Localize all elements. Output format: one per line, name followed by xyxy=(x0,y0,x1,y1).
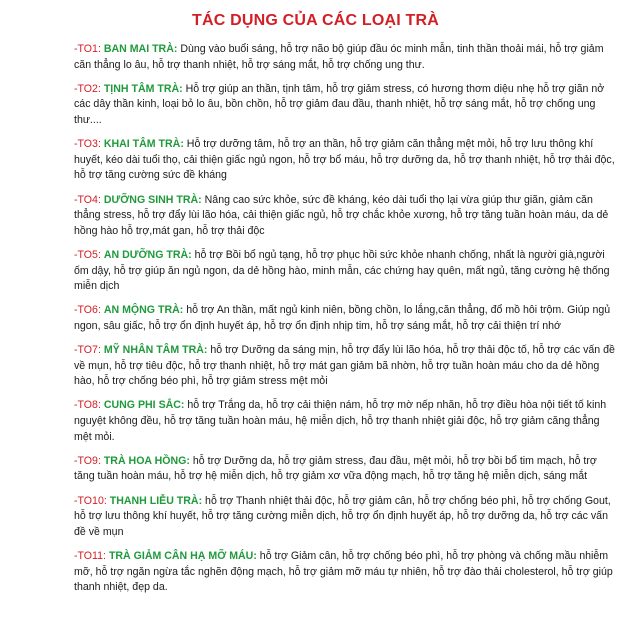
tea-item xyxy=(74,42,617,73)
tea-name: DƯỠNG SINH TRÀ: xyxy=(103,193,202,206)
tea-name: BAN MAI TRÀ: xyxy=(103,43,178,55)
tea-description: Dùng vào buổi sáng, hỗ trợ não bộ giúp đầu óc minh mẫn, tinh thần thoải mái, hỗ trợ giảm căn thẳng lo âu, hỗ trợ thanh nhiệt, hỗ trợ sáng mắt, hỗ trợ chống ung thư. xyxy=(74,43,604,71)
tea-name: AN DƯỠNG TRÀ: xyxy=(103,248,192,261)
tea-item xyxy=(74,494,617,541)
tea-description: hỗ trợ Bồi bổ ngủ tạng, hỗ trợ phục hồi sức khỏe nhanh chống, nhất là người già,người ốm dậy, hỗ trợ giúp ăn ngủ ngon, da dẻ hồng hào, minh mẫn, các chứng hay quên, mất ngủ, tăng cường hệ thống miễn dịch xyxy=(74,248,610,293)
tea-name: TRÀ HOA HỒNG: xyxy=(103,454,190,467)
tea-item xyxy=(74,303,617,334)
tea-description: hỗ trợ Trắng da, hỗ trợ cải thiện nám, hỗ trợ mờ nếp nhăn, hỗ trợ điều hòa nội tiết tố kinh nguyệt không đều, hỗ trợ tăng tuần hoàn máu, hệ miễn dịch, hỗ trợ thanh nhiệt giải độc, hỗ trợ giảm căng thẳng mệt mỏi. xyxy=(74,399,607,443)
tea-description: hỗ trợ An thần, mất ngủ kinh niên, bồng chồn, lo lắng,căn thẳng, đổ mồ hôi trộm. Giúp ngủ ngon, sâu giấc, hỗ trợ ổn định huyết áp, hỗ trợ ổn định nhịp tim, hỗ trợ sáng mắt, hỗ trợ cải thiện trí nhớ xyxy=(74,304,611,332)
tea-item xyxy=(74,193,617,240)
tea-code: -TO5: xyxy=(74,248,104,261)
tea-description: Nâng cao sức khỏe, sức đề kháng, kéo dài tuổi thọ lại vừa giúp thư giãn, giảm căn thẳng stress, hỗ trợ đẩy lùi lão hóa, cải thiện giấc ngủ, hỗ trợ chắc khỏe xương, hỗ trợ tăng tuần hoàn máu, da dẻ hồng hào hỗ trợ,mát gan, hỗ trợ thải độc xyxy=(74,193,609,237)
tea-code: -TO3: xyxy=(74,138,104,151)
tea-code: -TO6: xyxy=(74,304,104,317)
tea-name: TỊNH TÂM TRÀ: xyxy=(103,82,183,95)
tea-name: THANH LIỄU TRÀ: xyxy=(109,494,203,507)
tea-code: -TO8: xyxy=(74,399,104,412)
tea-code: -TO9: xyxy=(74,454,104,467)
tea-item xyxy=(74,248,617,295)
tea-item xyxy=(74,82,617,129)
tea-name: KHAI TÂM TRÀ: xyxy=(103,138,184,151)
tea-list xyxy=(74,42,617,596)
tea-code: -TO4: xyxy=(74,193,104,206)
tea-description: hỗ trợ Giảm cân, hỗ trợ chống béo phì, hỗ trợ phòng và chống mầu nhiễm mỡ, hỗ trợ ngăn ngừa tắc nghẽn động mạch, hỗ trợ giảm mỡ máu tự nhiên, hỗ trợ đào thải cholesterol, hỗ trợ giúp thanh nhiệt, đẹp da. xyxy=(74,549,613,594)
tea-description: Hỗ trợ dưỡng tâm, hỗ trợ an thần, hỗ trợ giảm căn thẳng mệt mỏi, hỗ trợ lưu thông khí huyết, kéo dài tuổi thọ, cải thiện giấc ngủ ngon, hỗ trợ bổ máu, hỗ trợ dưỡng da, hỗ trợ thanh nhiệt, hỗ trợ thải độc, hỗ trợ tăng cường sức đề kháng xyxy=(74,138,615,182)
tea-code: -TO7: xyxy=(74,344,104,357)
tea-code: -TO11: xyxy=(74,549,109,562)
tea-name: MỸ NHÂN TÂM TRÀ: xyxy=(103,344,208,357)
tea-name: AN MỘNG TRÀ: xyxy=(103,304,184,317)
tea-code: -TO10: xyxy=(74,494,110,507)
tea-description: hỗ trợ Thanh nhiệt thải độc, hỗ trợ giảm cân, hỗ trợ chống béo phì, hỗ trợ chống Gout, hỗ trợ lưu thông khí huyết, hỗ trợ tăng cường miễn dịch, hỗ trợ ổn định huyết áp, hỗ trợ dưỡng da, hỗ trợ các vấn đề về mụn xyxy=(74,494,611,538)
tea-item xyxy=(74,398,617,445)
tea-description: hỗ trợ Dưỡng da sáng mịn, hỗ trợ đẩy lùi lão hóa, hỗ trợ thải độc tố, hỗ trợ các vấn đề về mụn, hỗ trợ tiêu độc, hỗ trợ thanh nhiệt, hỗ trợ mát gan giảm bã nhờn, hỗ trợ tuần hoàn máu cho da dẻ hồng hào, hỗ trợ chống béo phì, hỗ trợ giảm stress mệt mỏi xyxy=(74,344,615,388)
tea-item xyxy=(74,454,617,485)
tea-code: -TO1: xyxy=(74,43,104,55)
tea-description: Hỗ trợ giúp an thần, tịnh tâm, hỗ trợ giảm stress, có hương thơm diệu nhẹ hỗ trợ giãn nở các dây thần kinh, loại bỏ lo âu, bồn chồn, hỗ trợ giảm đau đầu, thanh nhiệt, hỗ trợ sáng mắt, hỗ trợ chống ung thư.... xyxy=(74,82,605,126)
page-title: TÁC DỤNG CỦA CÁC LOẠI TRÀ xyxy=(191,12,440,29)
tea-code: -TO2: xyxy=(74,82,104,95)
tea-item xyxy=(74,137,617,184)
tea-name: CUNG PHI SẮC: xyxy=(103,399,185,412)
tea-item xyxy=(74,549,617,596)
tea-description: hỗ trợ Dưỡng da, hỗ trợ giảm stress, đau đầu, mệt mỏi, hỗ trợ bồi bổ tim mạch, hỗ trợ tăng tuần hoàn máu, hỗ trợ hệ miễn dịch, hỗ trợ giảm xơ vữa động mạch, hỗ trợ tăng hệ miễn dịch, sáng mắt xyxy=(74,454,597,483)
tea-item xyxy=(74,343,617,390)
tea-name: TRÀ GIẢM CÂN HẠ MỠ MÁU: xyxy=(108,549,257,562)
